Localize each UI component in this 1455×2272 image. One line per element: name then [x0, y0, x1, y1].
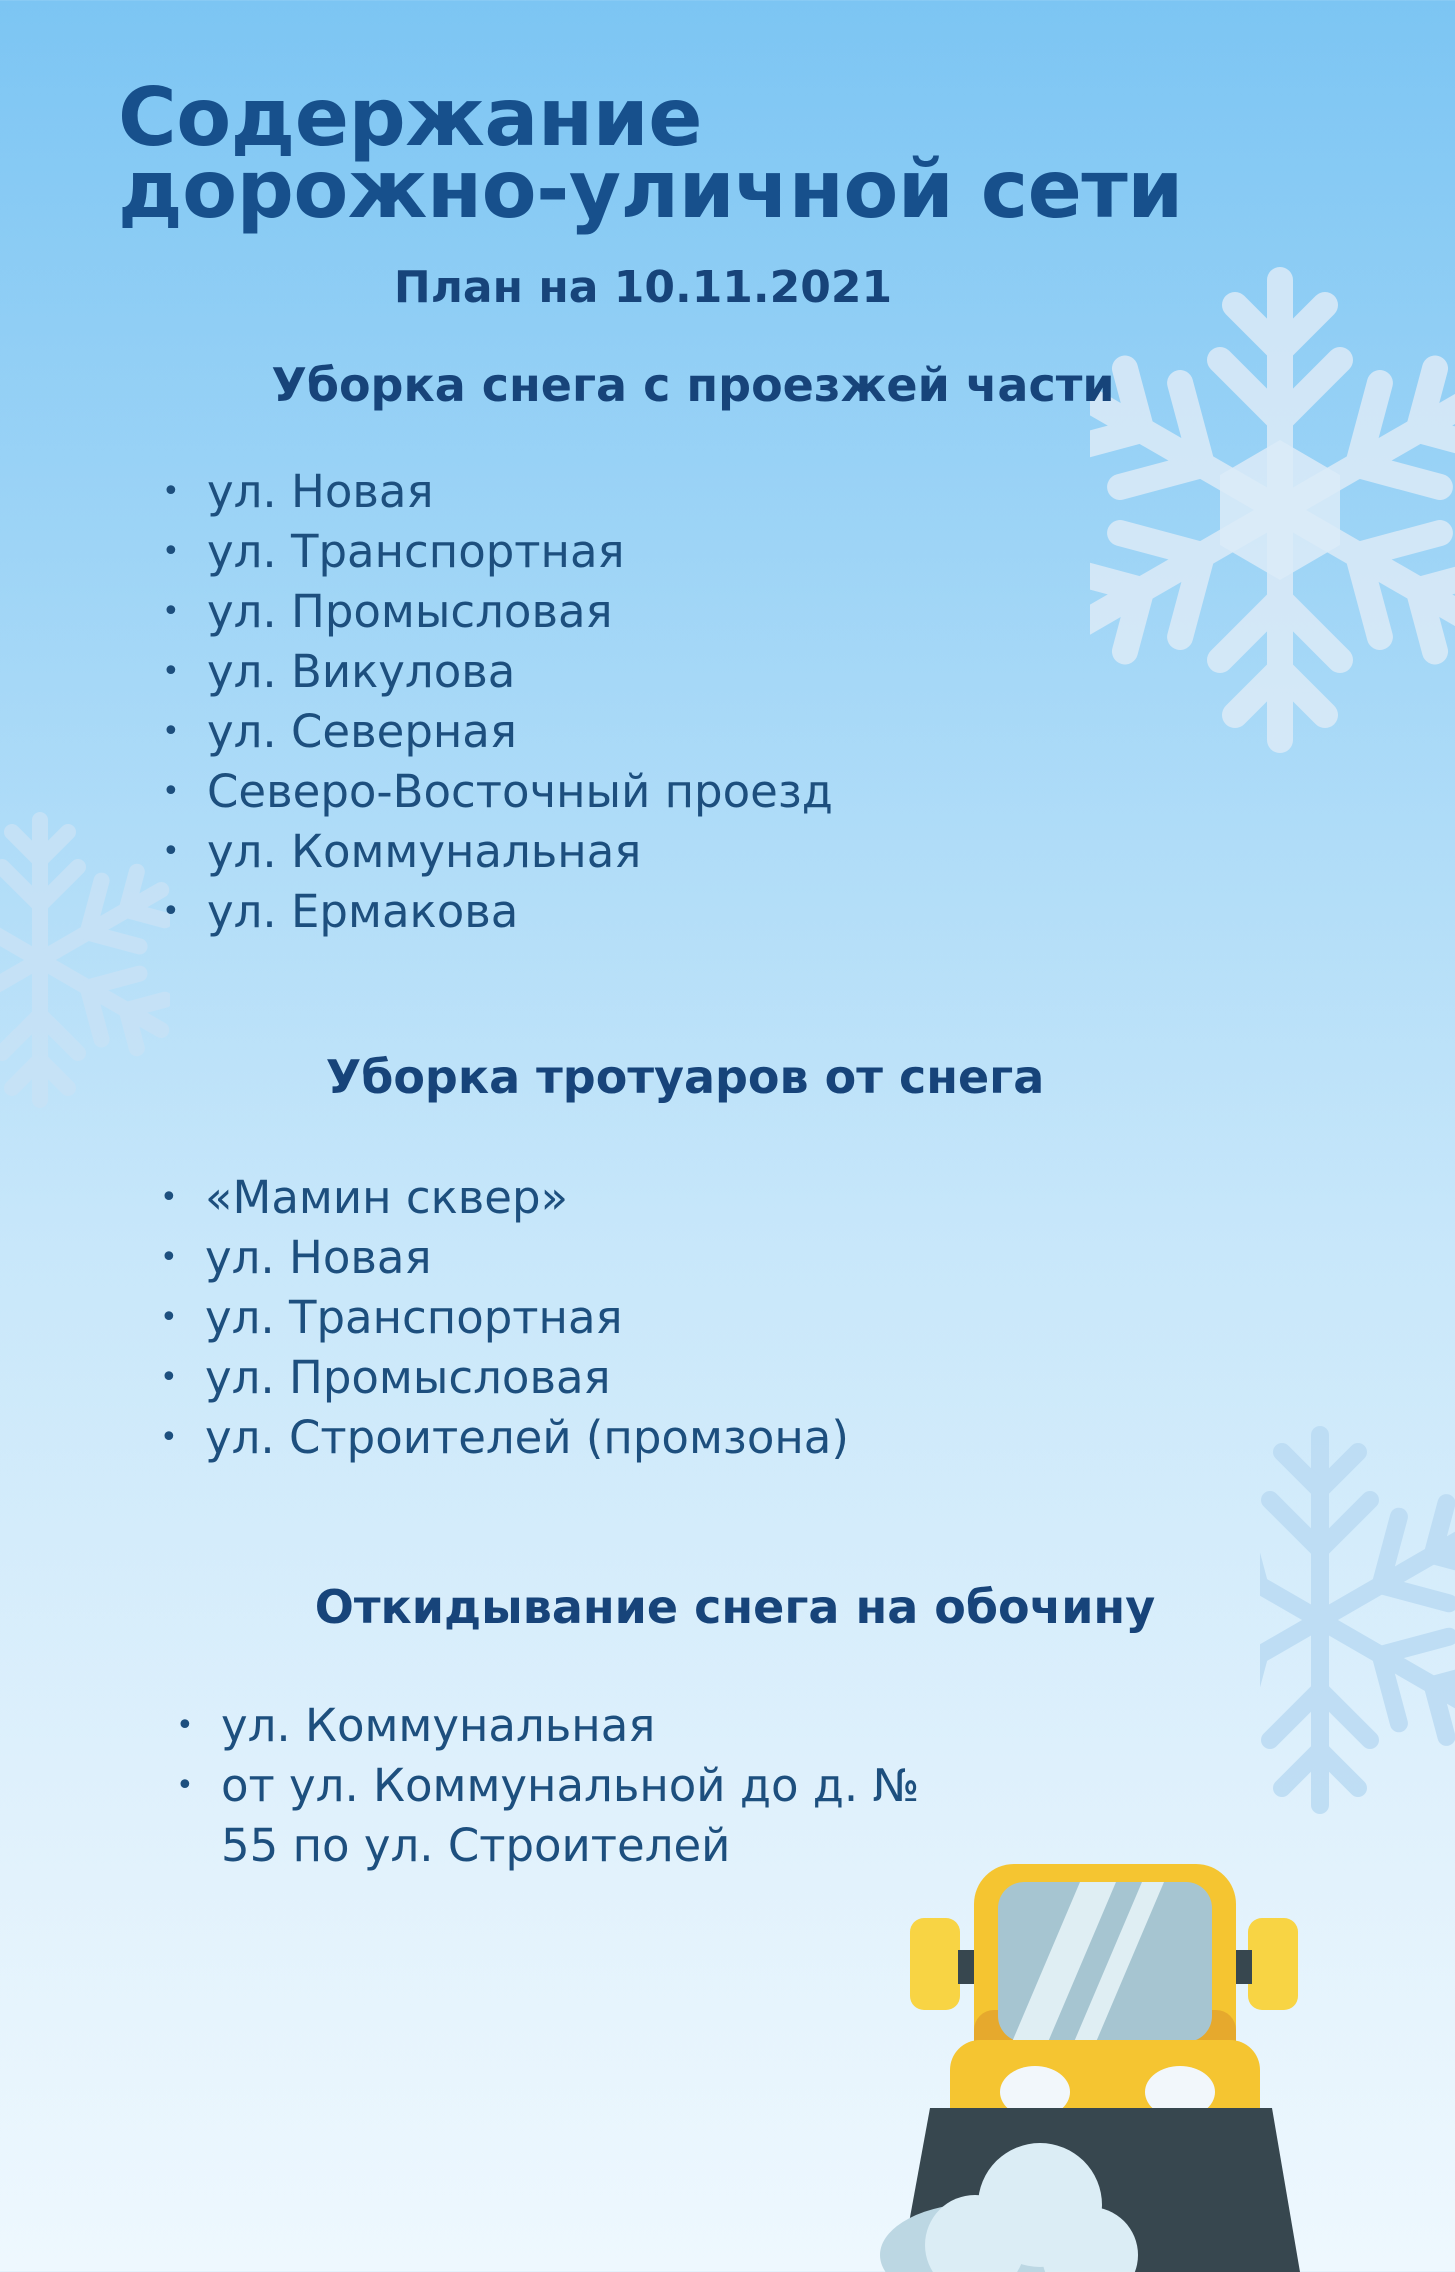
bullet: • — [160, 1180, 178, 1215]
list-item-text: Северо-Восточный проезд — [207, 765, 833, 818]
list-item — [160, 1348, 849, 1408]
bullet: • — [162, 654, 180, 689]
list-item — [162, 762, 833, 822]
list-item — [162, 522, 833, 582]
list-item — [160, 1288, 849, 1348]
roadside-street-list — [176, 1696, 1176, 1876]
snowflake-icon — [1090, 260, 1455, 760]
bullet: • — [176, 1708, 194, 1743]
list-item-text: ул. Коммунальная — [207, 825, 642, 878]
bullet: • — [160, 1360, 178, 1395]
list-item — [162, 642, 833, 702]
bullet: • — [162, 714, 180, 749]
bullet: • — [162, 894, 180, 929]
page-title — [118, 71, 1183, 236]
section-heading-roadside: Откидывание снега на обочину — [314, 1580, 1156, 1634]
list-item-text: ул. Транспортная — [207, 525, 625, 578]
list-item-text: ул. Викулова — [207, 645, 516, 698]
bullet: • — [160, 1300, 178, 1335]
list-item — [176, 1756, 961, 1876]
list-item — [162, 822, 833, 882]
list-item — [162, 582, 833, 642]
bullet: • — [162, 534, 180, 569]
list-item-text: ул. Промысловая — [205, 1351, 611, 1404]
list-item-text: ул. Новая — [205, 1231, 432, 1284]
bullet: • — [162, 834, 180, 869]
list-item-text: «Мамин сквер» — [205, 1171, 569, 1224]
bullet: • — [176, 1768, 194, 1803]
section-heading-sidewalks: Уборка тротуаров от снега — [325, 1050, 1045, 1104]
list-item-text: ул. Новая — [207, 465, 434, 518]
sidewalk-street-list — [160, 1168, 849, 1468]
list-item — [162, 462, 833, 522]
bullet: • — [160, 1420, 178, 1455]
list-item-text: от ул. Коммунальной до д. № 55 по ул. Строителей — [221, 1759, 920, 1872]
bullet: • — [162, 774, 180, 809]
list-item-text: ул. Промысловая — [207, 585, 613, 638]
plan-date: План на 10.11.2021 — [393, 262, 893, 313]
list-item — [160, 1168, 849, 1228]
list-item-text: ул. Ермакова — [207, 885, 519, 938]
bullet: • — [160, 1240, 178, 1275]
list-item — [162, 882, 833, 942]
list-item-text: ул. Коммунальная — [221, 1699, 656, 1752]
bullet: • — [162, 474, 180, 509]
list-item-text: ул. Строителей (промзона) — [205, 1411, 849, 1464]
section-heading-roadway: Уборка снега с проезжей части — [271, 358, 1115, 412]
list-item — [160, 1228, 849, 1288]
list-item — [162, 702, 833, 762]
snowplow-icon — [880, 1860, 1320, 2272]
title-line-1: Содержание — [118, 71, 702, 164]
title-line-2: дорожно-уличной сети — [118, 143, 1183, 236]
list-item — [176, 1696, 1176, 1756]
bullet: • — [162, 594, 180, 629]
list-item-text: ул. Транспортная — [205, 1291, 623, 1344]
list-item — [160, 1408, 849, 1468]
roadway-street-list — [162, 462, 833, 942]
list-item-text: ул. Северная — [207, 705, 517, 758]
